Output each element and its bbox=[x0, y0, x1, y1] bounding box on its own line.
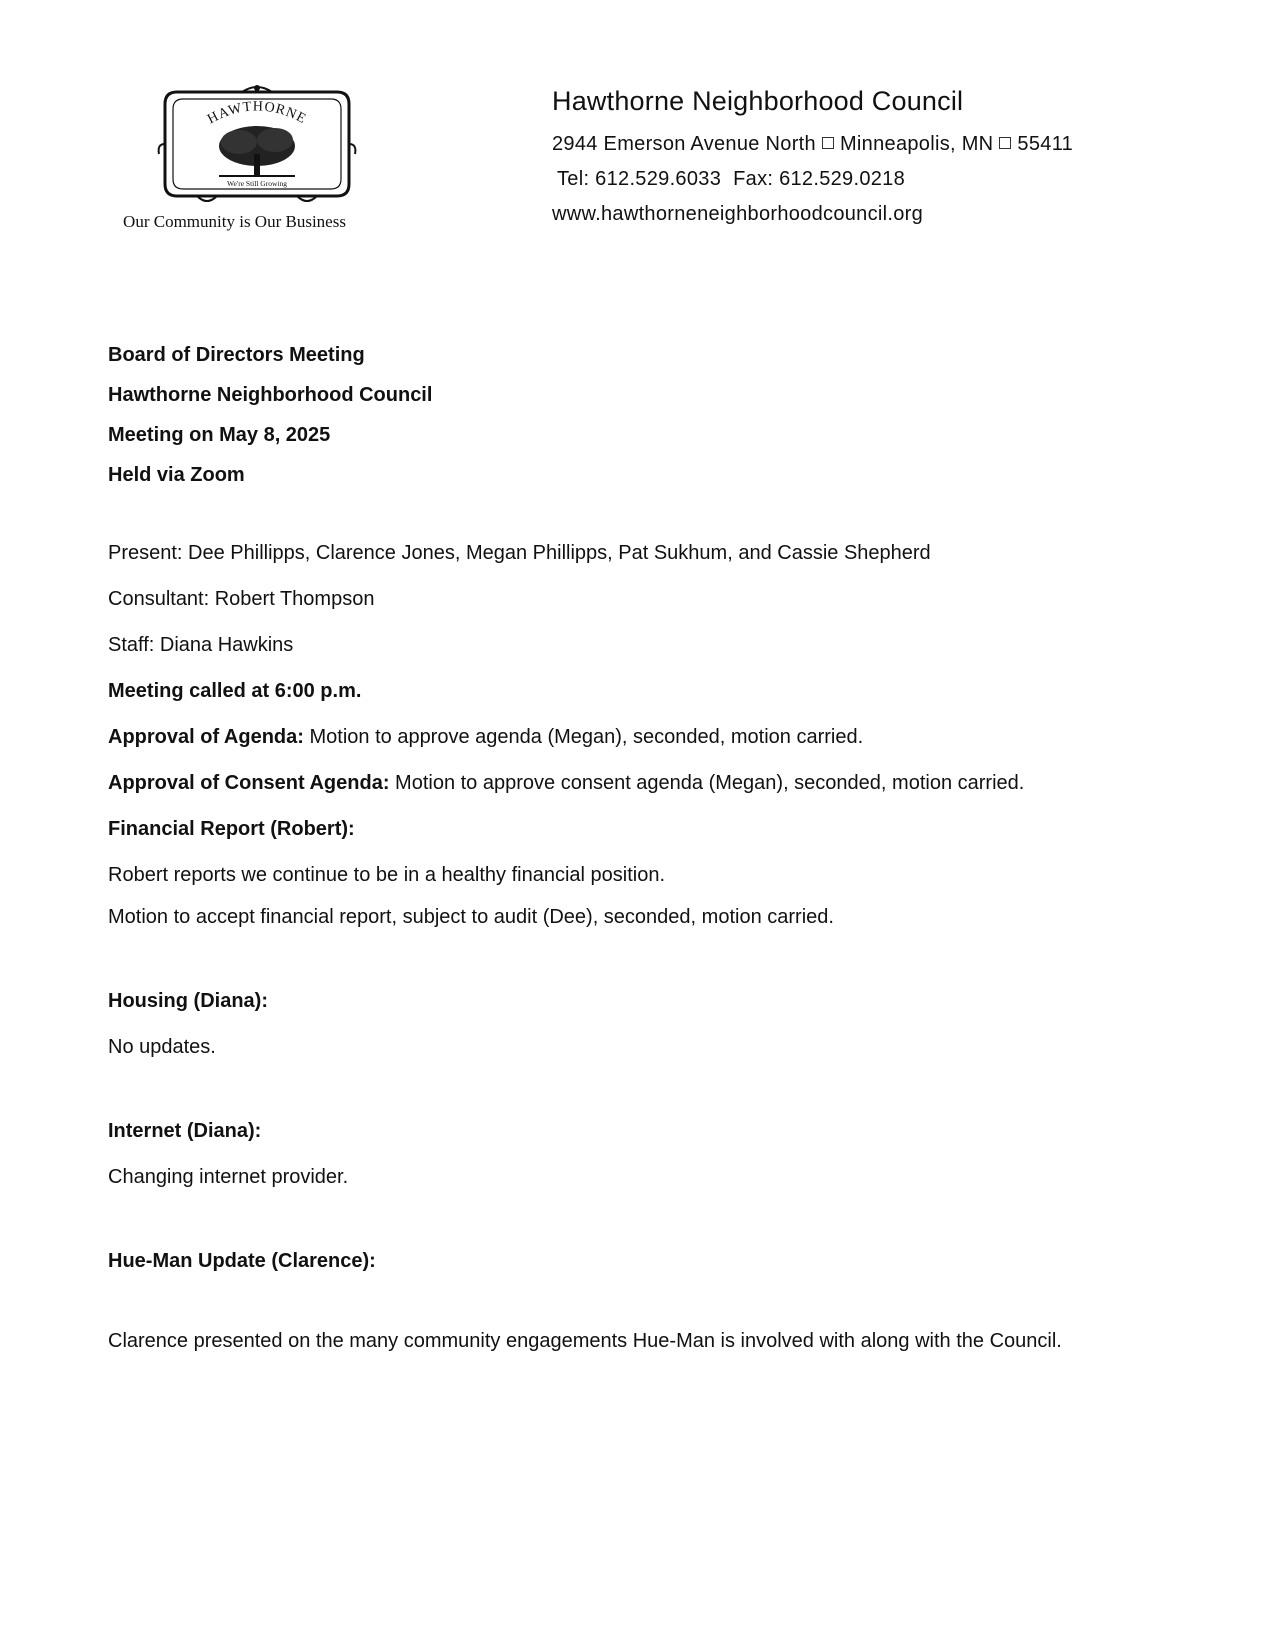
organization-logo bbox=[112, 84, 352, 244]
attendance-consultant: Consultant: Robert Thompson bbox=[108, 588, 375, 610]
svg-text:HAWTHORNE: HAWTHORNE bbox=[205, 99, 309, 128]
consent-agenda-text: Motion to approve consent agenda (Megan), seconded, motion carried. bbox=[389, 772, 1025, 794]
meeting-date: Meeting on May 8, 2025 bbox=[108, 424, 331, 446]
financial-report-motion: Motion to accept financial report, subject to audit (Dee), seconded, motion carried. bbox=[108, 906, 834, 928]
telephone-number: Tel: 612.529.6033 bbox=[557, 168, 722, 190]
hueman-heading: Hue-Man Update (Clarence): bbox=[108, 1250, 376, 1272]
separator-box-icon bbox=[999, 137, 1011, 149]
organization-tagline: Our Community is Our Business bbox=[123, 212, 346, 231]
meeting-header bbox=[108, 344, 1208, 487]
financial-report-line: Robert reports we continue to be in a healthy financial position. bbox=[108, 864, 666, 886]
meeting-organization: Hawthorne Neighborhood Council bbox=[108, 384, 433, 406]
address-street: 2944 Emerson Avenue North bbox=[552, 133, 816, 155]
agenda-approval bbox=[108, 726, 863, 749]
organization-phone-fax bbox=[552, 168, 1252, 191]
consent-agenda-label: Approval of Consent Agenda: bbox=[108, 772, 390, 794]
agenda-approval-label: Approval of Agenda: bbox=[108, 726, 304, 748]
organization-info bbox=[552, 86, 1252, 238]
meeting-called-time: Meeting called at 6:00 p.m. bbox=[108, 680, 362, 702]
attendance-present: Present: Dee Phillipps, Clarence Jones, Megan Phillipps, Pat Sukhum, and Cassie Shepherd bbox=[108, 542, 931, 564]
meeting-location: Held via Zoom bbox=[108, 464, 245, 486]
meeting-minutes bbox=[108, 344, 1208, 1352]
address-zip: 55411 bbox=[1017, 133, 1074, 155]
consent-agenda-approval bbox=[108, 772, 1024, 795]
internet-update: Changing internet provider. bbox=[108, 1166, 349, 1188]
agenda-approval-text: Motion to approve agenda (Megan), seconded, motion carried. bbox=[303, 726, 864, 748]
organization-website[interactable]: www.hawthorneneighborhoodcouncil.org bbox=[552, 203, 924, 225]
separator-box-icon bbox=[822, 137, 834, 149]
hawthorne-tree-logo bbox=[157, 84, 357, 209]
attendance-staff: Staff: Diana Hawkins bbox=[108, 634, 294, 656]
address-city: Minneapolis, MN bbox=[839, 133, 994, 155]
housing-update: No updates. bbox=[108, 1036, 216, 1058]
fax-number: Fax: 612.529.0218 bbox=[733, 168, 906, 190]
financial-report-heading: Financial Report (Robert): bbox=[108, 818, 355, 840]
logo-motto: We're Still Growing bbox=[227, 179, 287, 188]
organization-name: Hawthorne Neighborhood Council bbox=[552, 86, 964, 116]
organization-address bbox=[552, 133, 1252, 156]
meeting-title: Board of Directors Meeting bbox=[108, 344, 365, 366]
housing-heading: Housing (Diana): bbox=[108, 990, 268, 1012]
hueman-update: Clarence presented on the many community engagements Hue-Man is involved with along with the Council. bbox=[108, 1330, 1062, 1352]
internet-heading: Internet (Diana): bbox=[108, 1120, 262, 1142]
